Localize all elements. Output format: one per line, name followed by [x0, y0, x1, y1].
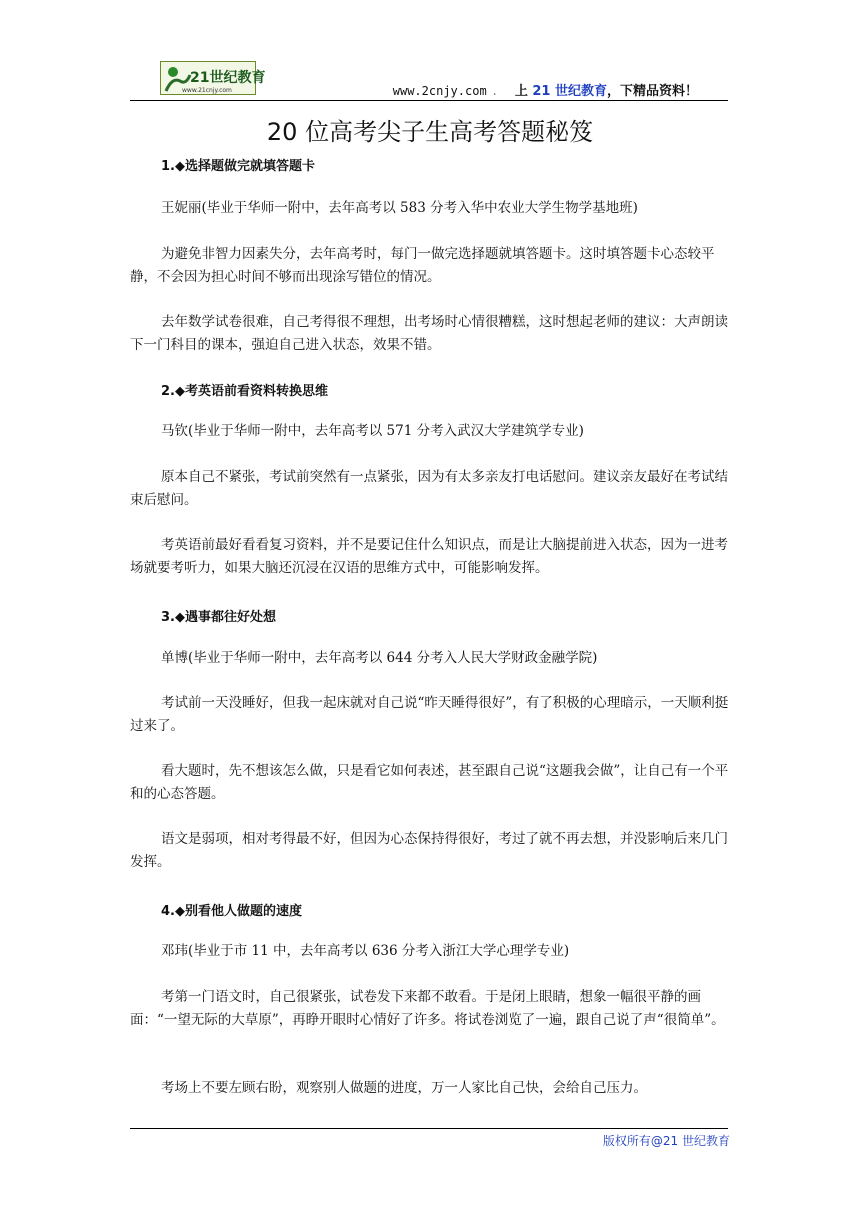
section-3-paragraph-1: 考试前一天没睡好，但我一起床就对自己说“昨天睡得很好”，有了积极的心理暗示，一天顺利挺过来了。: [130, 695, 729, 734]
logo-text: 21世纪教育: [190, 70, 266, 86]
url-dot: .: [492, 84, 497, 99]
section-3-author: 单博(毕业于华师一附中，去年高考以 644 分考入人民大学财政金融学院): [161, 650, 598, 666]
section-heading-2: 2.◆考英语前看资料转换思维: [161, 384, 328, 399]
section-3-paragraph-3: 语文是弱项，相对考得最不好，但因为心态保持得很好，考过了就不再去想，并没影响后来几门发挥。: [130, 831, 728, 870]
footer-divider: [130, 1128, 728, 1129]
section-heading-4: 4.◆别看他人做题的速度: [161, 904, 302, 919]
section-1-paragraph-1: 为避免非智力因素失分，去年高考时，每门一做完选择题就填答题卡。这时填答题卡心态较平静，不会因为担心时间不够而出现涂写错位的情况。: [130, 246, 715, 285]
slogan-brand: 21 世纪教育: [532, 84, 607, 99]
header-right: [393, 80, 698, 99]
section-2-paragraph-1: 原本自己不紧张，考试前突然有一点紧张，因为有太多亲友打电话慰问。建议亲友最好在考试结束后慰问。: [130, 469, 728, 508]
document-title: 20 位高考尖子生高考答题秘笈: [266, 118, 594, 146]
slogan-suffix: ，下精品资料！: [606, 84, 698, 99]
section-heading-1: 1.◆选择题做完就填答题卡: [161, 159, 315, 174]
page-header: [130, 58, 728, 101]
footer-copyright: 版权所有@21 世纪教育: [602, 1134, 730, 1148]
section-4-author: 邓玮(毕业于市 11 中，去年高考以 636 分考入浙江大学心理学专业): [161, 943, 570, 959]
section-2-author: 马钦(毕业于华师一附中，去年高考以 571 分考入武汉大学建筑学专业): [161, 423, 584, 439]
slogan-prefix: 上: [514, 84, 528, 99]
logo-url: www.21cnjy.com: [182, 87, 232, 94]
logo-21cnjy-icon: [160, 61, 266, 95]
section-heading-3: 3.◆遇事都往好处想: [161, 610, 276, 625]
section-2-paragraph-2: 考英语前最好看看复习资料，并不是要记住什么知识点，而是让大脑提前进入状态，因为一进考场就要考听力，如果大脑还沉浸在汉语的思维方式中，可能影响发挥。: [130, 537, 728, 576]
site-url[interactable]: www.2cnjy.com: [392, 84, 487, 98]
header-slogan: [515, 84, 698, 99]
section-4-paragraph-1: 考第一门语文时，自己很紧张，试卷发下来都不敢看。于是闭上眼睛，想象一幅很平静的画面：“一望无际的大草原”，再睁开眼时心情好了许多。将试卷浏览了一遍，跟自己说了声“很简单”。: [130, 989, 725, 1028]
section-1-author: 王妮丽(毕业于华师一附中，去年高考以 583 分考入华中农业大学生物学基地班): [161, 200, 638, 216]
section-4-paragraph-2: 考场上不要左顾右盼，观察别人做题的进度，万一人家比自己快，会给自己压力。: [161, 1080, 647, 1096]
section-3-paragraph-2: 看大题时，先不想该怎么做，只是看它如何表述，甚至跟自己说“这题我会做”，让自己有一个平和的心态答题。: [130, 763, 729, 802]
section-1-paragraph-2: 去年数学试卷很难，自己考得很不理想，出考场时心情很糟糕，这时想起老师的建议：大声朗读下一门科目的课本，强迫自己进入状态，效果不错。: [130, 314, 728, 353]
